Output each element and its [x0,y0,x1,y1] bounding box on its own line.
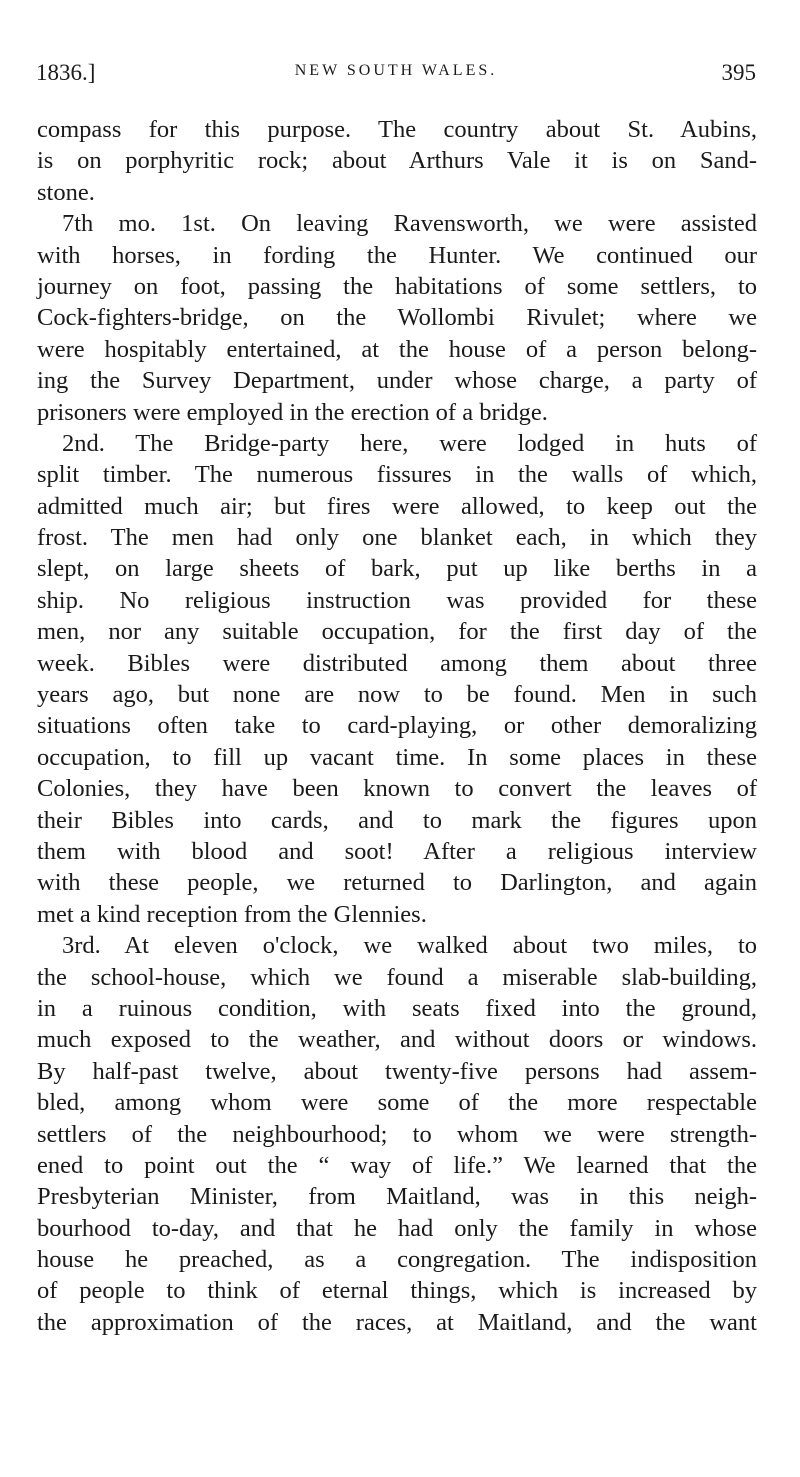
text-line: slept, on large sheets of bark, put up like berths in a [37,555,757,583]
text-line: split timber. The numerous fissures in the walls of which, [37,461,757,489]
text-line: admitted much air; but fires were allowed, to keep out the [37,492,757,520]
text-line: of people to think of eternal things, which is increased by [37,1277,757,1305]
text-line: met a kind reception from the Glennies. [37,900,427,928]
text-line: in a ruinous condition, with seats fixed into the ground, [37,994,757,1022]
text-line: with horses, in fording the Hunter. We continued our [37,241,757,269]
text-line: compass for this purpose. The country about St. Aubins, [37,116,757,143]
text-line: is on porphyritic rock; about Arthurs Vale it is on Sand- [37,147,757,175]
text-line: week. Bibles were distributed among them about three [37,649,757,677]
text-line: 2nd. The Bridge-party here, were lodged in huts of [62,429,757,457]
text-line: men, nor any suitable occupation, for the first day of the [37,618,757,646]
text-line: Colonies, they have been known to convert the leaves of [37,775,757,803]
text-line: the school-house, which we found a miserable slab-building, [37,963,757,991]
text-line: much exposed to the weather, and without doors or windows. [37,1026,757,1054]
text-line: them with blood and soot! After a religious interview [37,837,757,865]
text-line: with these people, we returned to Darlington, and again [37,869,757,897]
text-line: journey on foot, passing the habitations of some settlers, to [37,272,757,300]
text-line: bourhood to-day, and that he had only the family in whose [37,1214,757,1242]
text-line: prisoners were employed in the erection of a bridge. [37,398,548,426]
text-line: situations often take to card-playing, or other demoralizing [37,712,757,740]
text-line: bled, among whom were some of the more respectable [37,1089,757,1117]
text-line: Cock-fighters-bridge, on the Wollombi Rivulet; where we [37,304,757,332]
text-line: 3rd. At eleven o'clock, we walked about two miles, to [62,932,757,960]
text-line: stone. [37,178,95,206]
header-title: NEW SOUTH WALES. [294,62,498,79]
text-line: 7th mo. 1st. On leaving Ravensworth, we were assisted [62,210,757,238]
text-line: ship. No religious instruction was provided for these [37,586,757,614]
text-line: their Bibles into cards, and to mark the figures upon [37,806,757,834]
text-line: years ago, but none are now to be found. Men in such [37,681,757,709]
text-line: frost. The men had only one blanket each, in which they [37,524,757,552]
page-number: 395 [721,60,756,85]
text-line: house he preached, as a congregation. The indisposition [37,1246,757,1274]
text-line: By half-past twelve, about twenty-five persons had assem- [37,1057,757,1085]
text-line: ing the Survey Department, under whose charge, a party of [37,367,757,395]
text-line: settlers of the neighbourhood; to whom we were strength- [37,1120,757,1148]
body-text [37,114,757,1338]
header-year: 1836.] [36,60,96,85]
running-header [36,60,756,90]
text-line: ened to point out the “ way of life.” We learned that the [37,1151,757,1179]
text-line: Presbyterian Minister, from Maitland, was in this neigh- [37,1183,757,1211]
text-line: were hospitably entertained, at the house of a person belong- [37,335,757,363]
text-line: occupation, to fill up vacant time. In some places in these [37,743,757,771]
text-line: the approximation of the races, at Maitland, and the want [37,1308,757,1336]
